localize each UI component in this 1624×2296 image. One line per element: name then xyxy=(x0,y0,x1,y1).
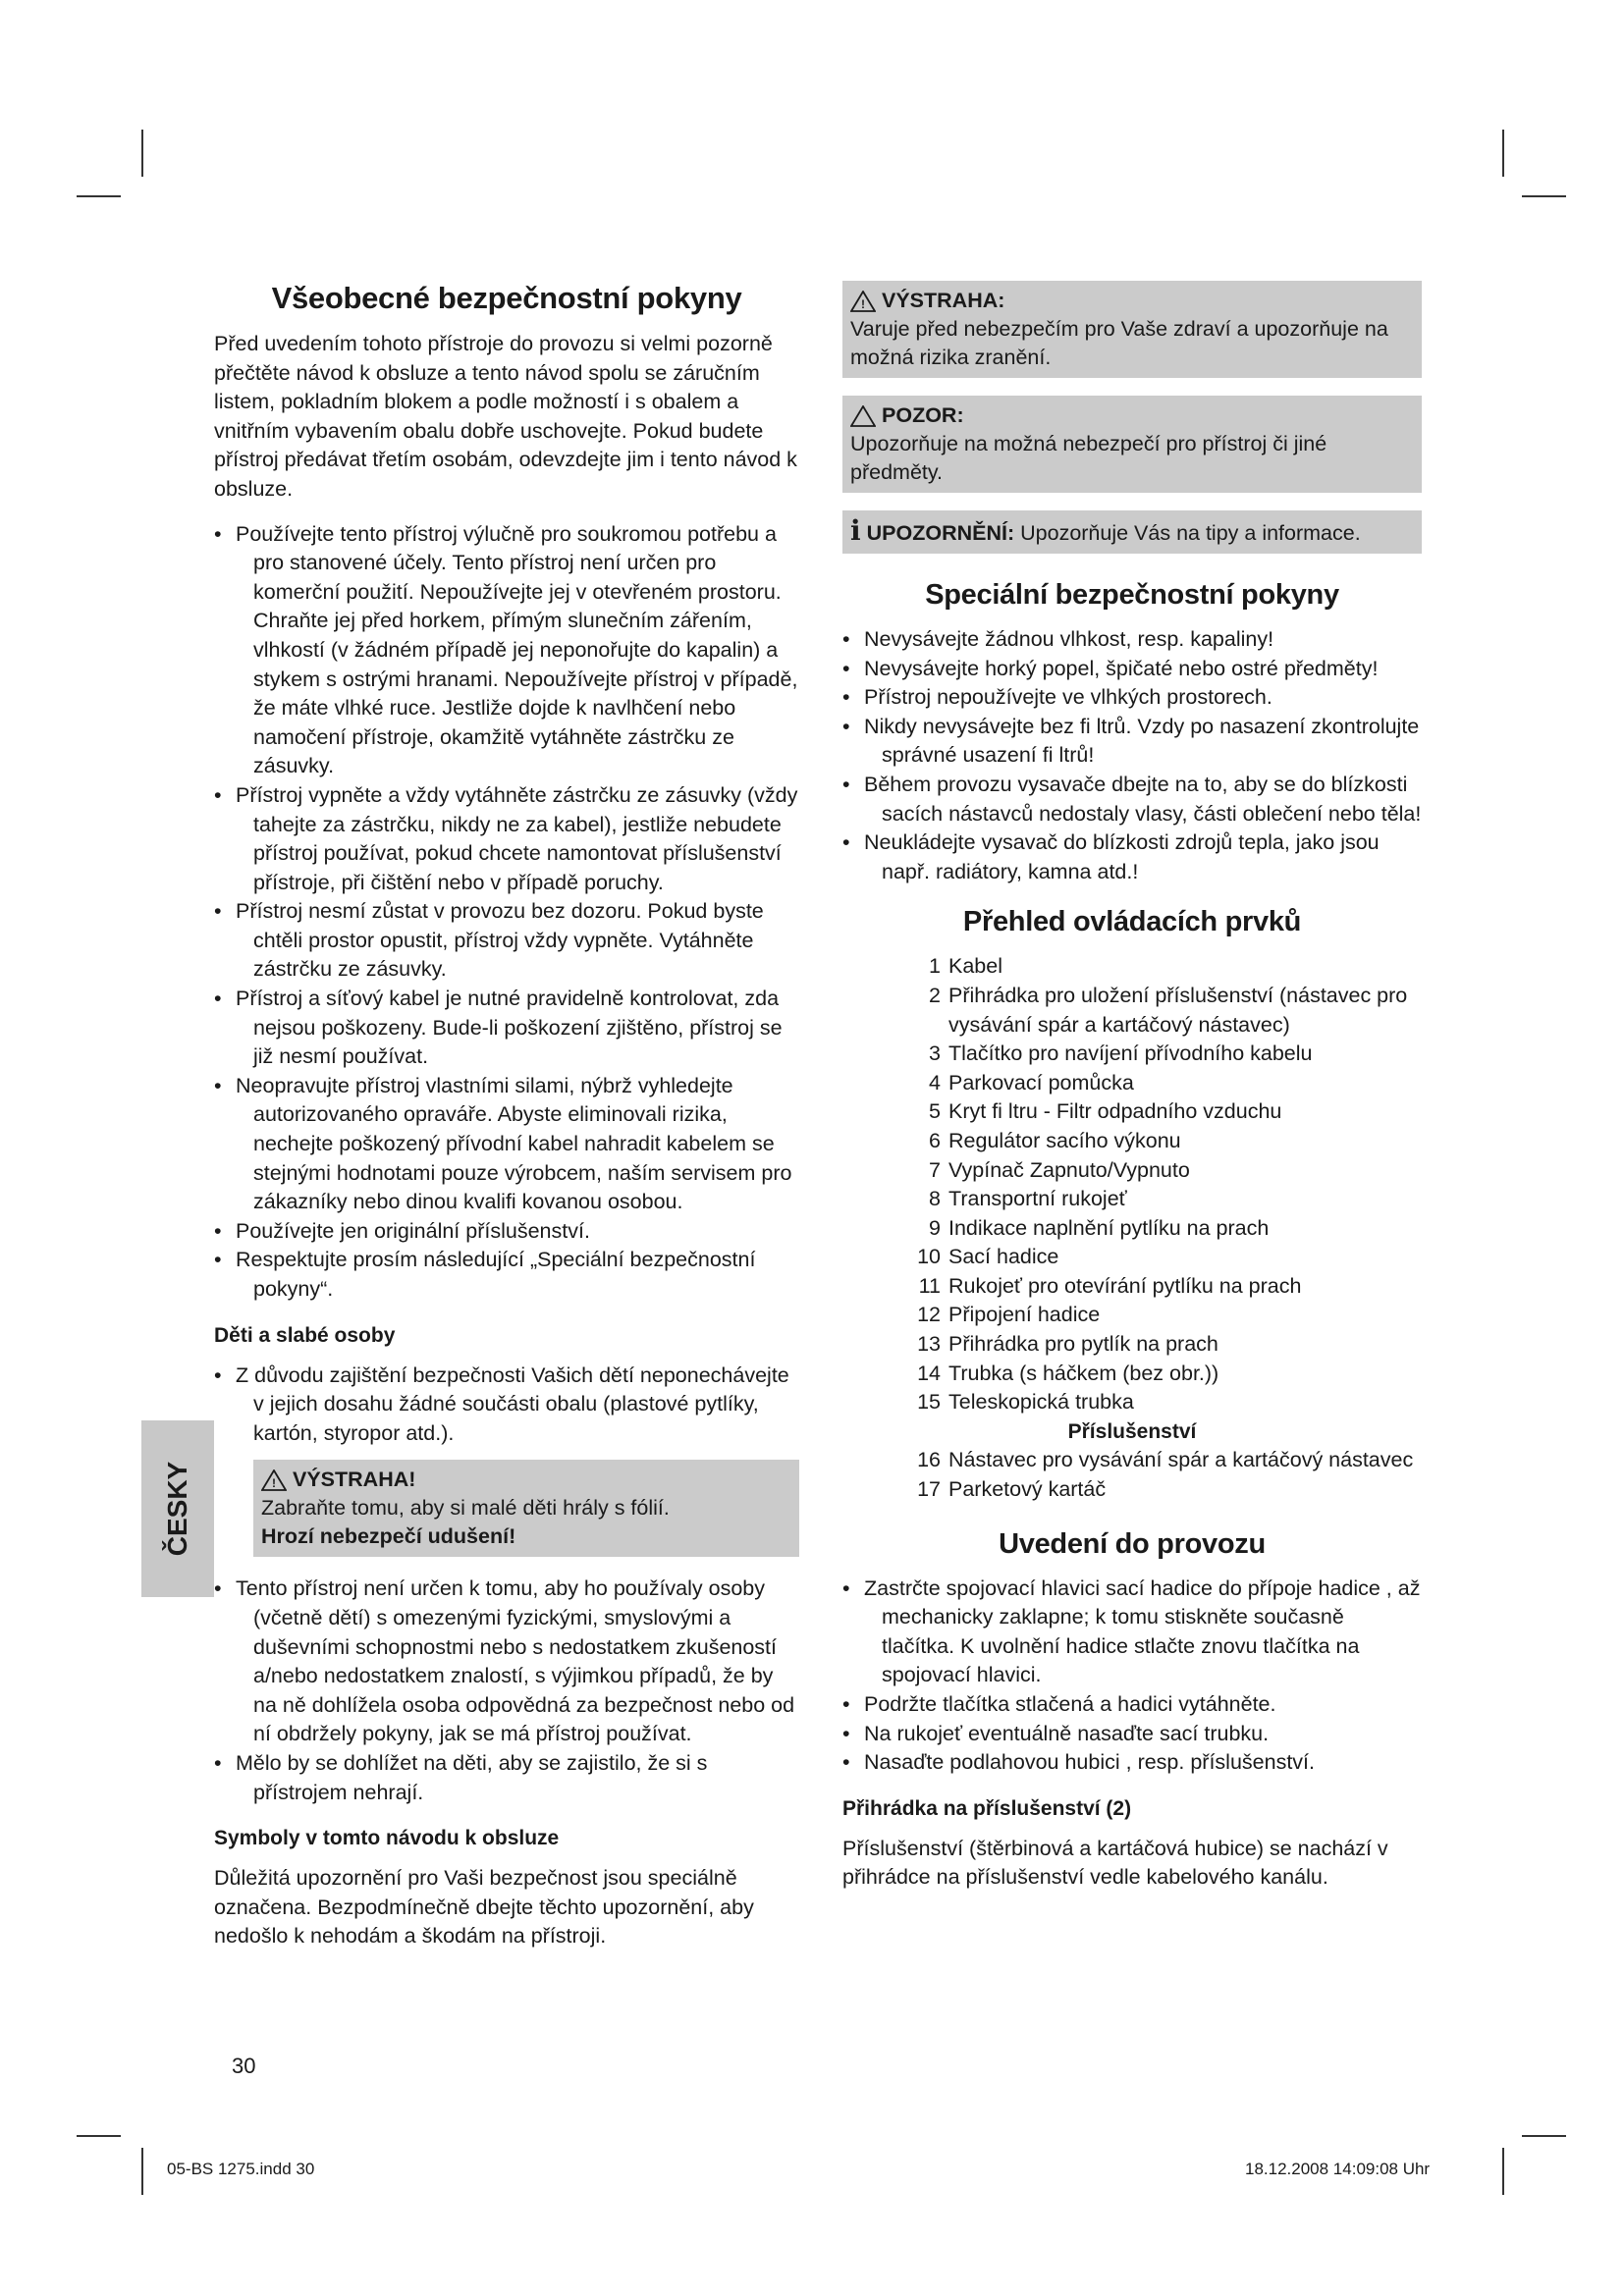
crop-mark xyxy=(77,2135,121,2137)
list-item: • Během provozu vysavače dbejte na to, aby se do blízkosti sacích nástavců nedostaly vlasy, části oblečení nebo těla! xyxy=(842,771,1422,828)
compartment-heading: Přihrádka na příslušenství (2) xyxy=(842,1796,1132,1820)
compartment-paragraph: Příslušenství (štěrbinová a kartáčová hubice) se nachází v přihrádce na příslušenství vedle kabelového kanálu. xyxy=(842,1836,1388,1890)
warning-box-title xyxy=(261,1466,793,1494)
overview-text: Trubka (s háčkem (bez obr.)) xyxy=(948,1361,1219,1385)
overview-row xyxy=(842,1127,1422,1156)
list-item: • Přístroj nepoužívejte ve vlhkých prostorech. xyxy=(842,683,1422,713)
accessories-heading: Příslušenství xyxy=(1067,1419,1197,1443)
warning-legend-title-text: VÝSTRAHA: xyxy=(882,289,1005,312)
warning-box-line1: Zabraňte tomu, aby si malé děti hrály s fólií. xyxy=(261,1496,670,1521)
warning-legend-title xyxy=(850,287,1416,315)
overview-number: 10 xyxy=(917,1245,941,1269)
overview-number: 11 xyxy=(918,1273,941,1298)
overview-row xyxy=(842,952,1422,982)
right-column xyxy=(842,281,1422,1908)
list-item: • Nikdy nevysávejte bez fi ltrů. Vzdy po nasazení zkontrolujte správné usazení fi ltrů! xyxy=(842,713,1422,771)
list-item: • Přístroj nesmí zůstat v provozu bez dozoru. Pokud byste chtěli prostor opustit, přístroj vždy vypněte. Vytáhněte zástrčku ze zásuvky. xyxy=(214,897,799,985)
overview-number: 7 xyxy=(929,1157,941,1182)
list-item: • Neukládejte vysavač do blízkosti zdrojů tepla, jako jsou např. radiátory, kamna atd.! xyxy=(842,828,1422,886)
overview-text: Indikace naplnění pytlíku na prach xyxy=(948,1215,1270,1240)
overview-number: 4 xyxy=(929,1070,941,1095)
caution-triangle-icon xyxy=(850,405,876,427)
warning-triangle-icon xyxy=(850,291,876,312)
overview-row xyxy=(842,1330,1422,1360)
overview-text: Přihrádka pro uložení příslušenství (nástavec pro vysávání spár a kartáčový nástavec) xyxy=(948,983,1408,1037)
overview-text: Připojení hadice xyxy=(948,1303,1101,1327)
overview-row xyxy=(842,1214,1422,1244)
overview-row xyxy=(842,1069,1422,1098)
general-safety-title: Všeobecné bezpečnostní pokyny xyxy=(271,281,742,315)
overview-number: 1 xyxy=(929,954,941,979)
list-item: • Z důvodu zajištění bezpečnosti Vašich dětí neponechávejte v jejich dosahu žádné součásti obalu (plastové pytlíky, kartón, styropor atd.). xyxy=(214,1362,799,1449)
list-item: • Nevysávejte horký popel, špičaté nebo ostré předměty! xyxy=(842,655,1422,684)
caution-legend-title xyxy=(850,401,1416,430)
warning-legend-text: Varuje před nebezpečím pro Vaše zdraví a upozorňuje na možná rizika zranění. xyxy=(850,317,1388,369)
caution-legend-title-text: POZOR: xyxy=(882,403,964,427)
overview-number: 15 xyxy=(917,1390,941,1415)
overview-row xyxy=(842,1301,1422,1330)
overview-text: Sací hadice xyxy=(948,1245,1059,1269)
startup-title: Uvedení do provozu xyxy=(999,1527,1266,1560)
list-item: • Přístroj vypněte a vždy vytáhněte zástrčku ze zásuvky (vždy tahejte za zástrčku, nikdy ne za kabel), jestliže nebudete přístroj používat, pokud chcete namontovat příslušenství přístroje, při čištění nebo v případě poruchy. xyxy=(214,781,799,897)
page-number: 30 xyxy=(232,2054,256,2078)
overview-number: 2 xyxy=(929,983,941,1007)
overview-row xyxy=(842,1185,1422,1214)
list-item: • Zastrčte spojovací hlavici sací hadice do přípoje hadice , až mechanicky zaklapne; k tomu stiskněte současně tlačítka. K uvolnění hadice stlačte znovu tlačítka na spojovací hlavici. xyxy=(842,1575,1422,1690)
symbols-paragraph: Důležitá upozornění pro Vaši bezpečnost jsou speciálně označena. Bezpodmínečně dbejte těchto upozornění, aby nedošlo k nehodám a škodám na přístroji. xyxy=(214,1866,754,1949)
notice-legend-text: Upozorňuje Vás na tipy a informace. xyxy=(1020,521,1361,545)
overview-number: 12 xyxy=(917,1303,941,1327)
general-safety-list xyxy=(214,520,799,1305)
overview-number: 5 xyxy=(929,1099,941,1124)
crop-mark xyxy=(1502,130,1504,177)
language-tab xyxy=(141,1420,214,1597)
warning-box-title-text: VÝSTRAHA! xyxy=(293,1468,416,1492)
special-safety-list xyxy=(842,625,1422,886)
overview-row xyxy=(842,1097,1422,1127)
symbols-heading: Symboly v tomto návodu k obsluze xyxy=(214,1827,560,1850)
overview-text: Přihrádka pro pytlík na prach xyxy=(948,1332,1218,1357)
children-list-2 xyxy=(214,1575,799,1807)
warning-triangle-icon xyxy=(261,1469,287,1491)
svg-text:!: ! xyxy=(861,296,865,311)
overview-row xyxy=(842,982,1422,1040)
list-item: • Používejte tento přístroj výlučně pro soukromou potřebu a pro stanovené účely. Tento přístroj není určen pro komerční použití. Nepoužívejte jej v otevřeném prostoru. Chraňte jej před horkem, přímým slunečním zářením, vlhkostí (v žádném případě jej neponořujte do kapalin) a stykem s ostrými hranami. Nepoužívejte přístroj v případě, že máte vlhké ruce. Jestliže dojde k navlhčení nebo namočení přístroje, okamžitě vytáhněte zástrčku ze zásuvky. xyxy=(214,520,799,781)
overview-text: Tlačítko pro navíjení přívodního kabelu xyxy=(948,1041,1313,1066)
children-heading: Děti a slabé osoby xyxy=(214,1323,396,1347)
overview-row xyxy=(842,1040,1422,1069)
overview-text: Teleskopická trubka xyxy=(948,1390,1134,1415)
info-icon: i xyxy=(850,514,861,547)
overview-number: 3 xyxy=(929,1041,941,1066)
crop-mark xyxy=(77,195,121,197)
list-item: • Používejte jen originální příslušenství. xyxy=(214,1217,799,1247)
overview-number: 9 xyxy=(929,1215,941,1240)
caution-legend-box xyxy=(842,396,1422,493)
overview-number: 8 xyxy=(929,1187,941,1211)
special-safety-title: Speciální bezpečnostní pokyny xyxy=(925,579,1339,611)
list-item: • Respektujte prosím následující „Speciální bezpečnostní pokyny“. xyxy=(214,1246,799,1304)
crop-mark xyxy=(141,130,143,177)
footer-timestamp: 18.12.2008 14:09:08 Uhr xyxy=(1245,2160,1431,2178)
list-item: • Mělo by se dohlížet na děti, aby se zajistilo, že si s přístrojem nehrají. xyxy=(214,1749,799,1807)
caution-legend-text: Upozorňuje na možná nebezpečí pro přístroj či jiné předměty. xyxy=(850,432,1327,484)
warning-box xyxy=(253,1460,799,1557)
overview-text: Rukojeť pro otevírání pytlíku na prach xyxy=(948,1273,1302,1298)
list-item: • Nevysávejte žádnou vlhkost, resp. kapaliny! xyxy=(842,625,1422,655)
list-item: • Podržte tlačítka stlačená a hadici vytáhněte. xyxy=(842,1690,1422,1720)
language-tab-label: ČESKY xyxy=(162,1461,192,1557)
overview-text: Regulátor sacího výkonu xyxy=(948,1128,1181,1152)
overview-text: Kryt fi ltru - Filtr odpadního vzduchu xyxy=(948,1099,1282,1124)
overview-number: 16 xyxy=(917,1448,941,1472)
overview-text: Kabel xyxy=(948,954,1002,979)
list-item: • Neopravujte přístroj vlastními silami, nýbrž vyhledejte autorizovaného opraváře. Abyste eliminovali rizika, nechejte poškozený přívodní kabel nahradit kabelem se stejnými hodnotami pouze výrobcem, naším servisem pro zákazníky nebo dinou kvalifi kovanou osobou. xyxy=(214,1072,799,1217)
intro-paragraph: Před uvedením tohoto přístroje do provozu si velmi pozorně přečtěte návod k obsluze a tento návod spolu se záručním listem, pokladním blokem a podle možností i s obalem a vnitřním vybavením obalu dobře uschovejte. Pokud budete přístroj předávat třetím osobám, odevzdejte jim i tento návod k obsluze. xyxy=(214,332,797,501)
list-item: • Na rukojeť eventuálně nasaďte sací trubku. xyxy=(842,1720,1422,1749)
crop-mark xyxy=(141,2148,143,2195)
overview-number: 14 xyxy=(917,1361,941,1385)
overview-row xyxy=(842,1360,1422,1389)
notice-legend-box xyxy=(842,510,1422,554)
startup-list xyxy=(842,1575,1422,1778)
notice-legend-line xyxy=(850,516,1416,548)
notice-legend-title: UPOZORNĚNÍ: xyxy=(866,521,1015,545)
overview-text: Parketový kartáč xyxy=(948,1477,1107,1502)
crop-mark xyxy=(1522,2135,1566,2137)
overview-row xyxy=(842,1272,1422,1302)
list-item: • Tento přístroj není určen k tomu, aby ho používaly osoby (včetně dětí) s omezenými fyzickými, smyslovými a duševními schopnostmi nebo s nedostatkem zkušeností a/nebo nedostatkem znalostí, s výjimkou případů, že by na ně dohlížela osoba odpovědná za bezpečnost nebo od ní obdržely pokyny, jak se má přístroj používat. xyxy=(214,1575,799,1749)
svg-text:!: ! xyxy=(272,1475,276,1490)
overview-number: 6 xyxy=(929,1128,941,1152)
footer-file-info: 05-BS 1275.indd 30 xyxy=(167,2160,315,2178)
overview-text: Parkovací pomůcka xyxy=(948,1070,1134,1095)
overview-text: Vypínač Zapnuto/Vypnuto xyxy=(948,1157,1190,1182)
list-item: • Nasaďte podlahovou hubici , resp. příslušenství. xyxy=(842,1748,1422,1778)
crop-mark xyxy=(1522,195,1566,197)
overview-row xyxy=(842,1388,1422,1417)
overview-title: Přehled ovládacích prvků xyxy=(962,906,1302,938)
overview-text: Transportní rukojeť xyxy=(948,1187,1127,1211)
warning-legend-box xyxy=(842,281,1422,378)
warning-box-line2: Hrozí nebezpečí udušení! xyxy=(261,1524,516,1549)
left-column xyxy=(214,281,799,1967)
overview-row xyxy=(842,1243,1422,1272)
overview-text: Nástavec pro vysávání spár a kartáčový nástavec xyxy=(948,1448,1414,1472)
overview-row xyxy=(842,1475,1422,1505)
list-item: • Přístroj a síťový kabel je nutné pravidelně kontrolovat, zda nejsou poškozeny. Bude-li poškození zjištěno, přístroj se již nesmí používat. xyxy=(214,985,799,1072)
overview-list xyxy=(842,952,1422,1504)
overview-row xyxy=(842,1156,1422,1186)
children-list xyxy=(214,1362,799,1449)
overview-row xyxy=(842,1446,1422,1475)
overview-number: 13 xyxy=(917,1332,941,1357)
crop-mark xyxy=(1502,2148,1504,2195)
overview-number: 17 xyxy=(917,1477,941,1502)
